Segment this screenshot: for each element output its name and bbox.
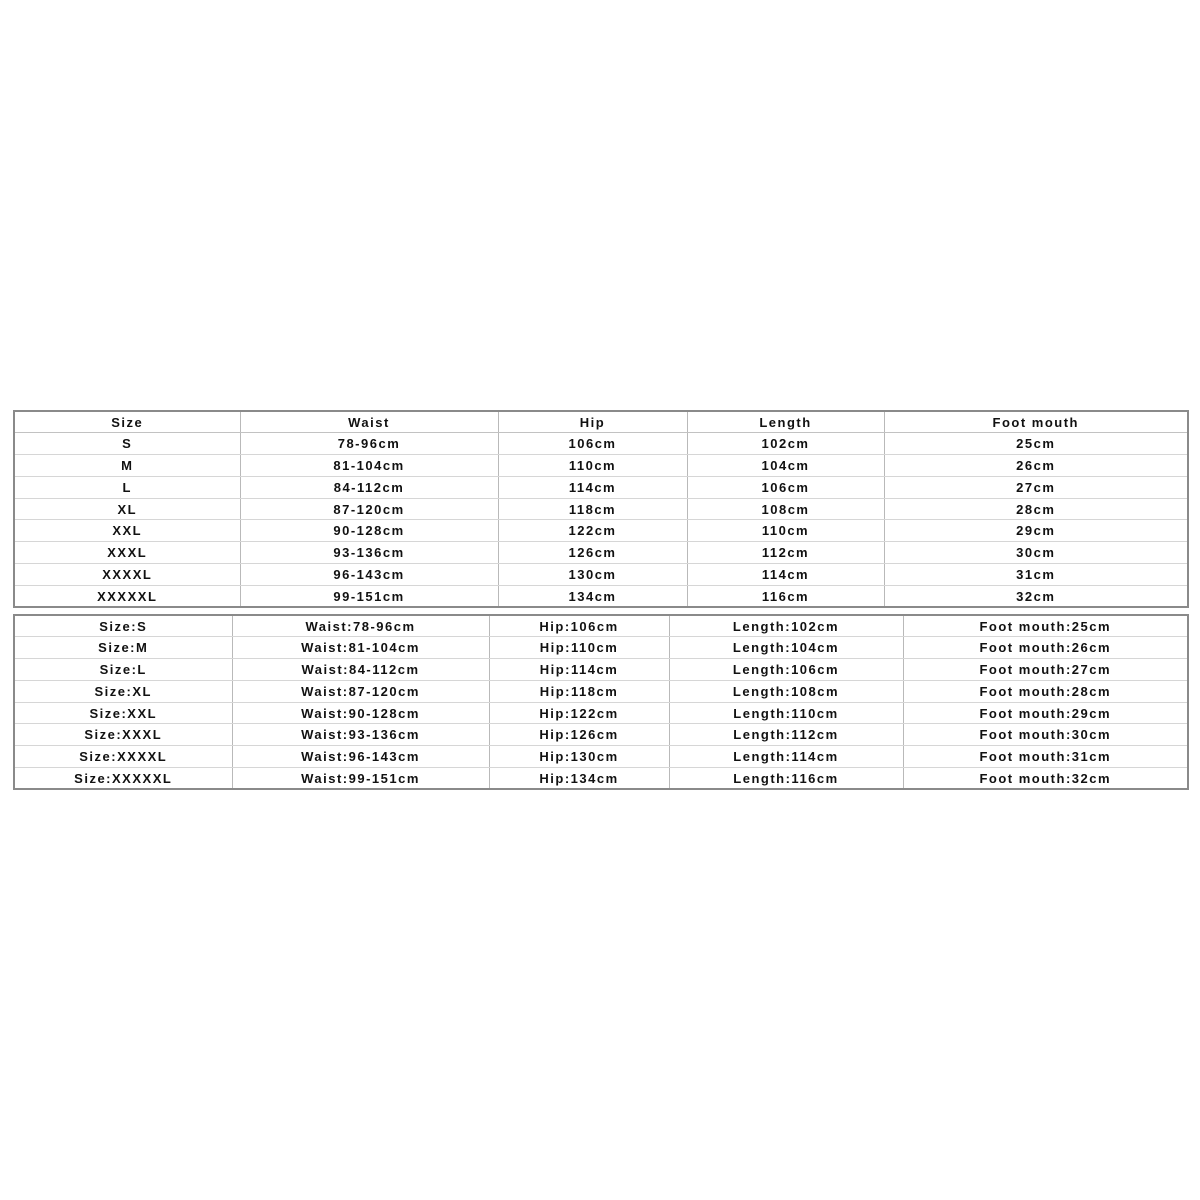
table-row <box>14 564 1188 586</box>
size-cell: Size:S <box>14 615 232 637</box>
length-cell: Length:102cm <box>669 615 903 637</box>
foot-mouth-cell: 31cm <box>884 564 1188 586</box>
size-cell: XL <box>14 498 240 520</box>
size-detail-table <box>13 614 1189 790</box>
hip-cell: 126cm <box>498 542 687 564</box>
table-header-row <box>14 411 1188 433</box>
waist-cell: 99-151cm <box>240 585 498 607</box>
length-cell: Length:104cm <box>669 637 903 659</box>
length-cell: 116cm <box>687 585 884 607</box>
waist-cell: Waist:78-96cm <box>232 615 489 637</box>
table-row <box>14 615 1188 637</box>
length-cell: 112cm <box>687 542 884 564</box>
waist-cell: Waist:87-120cm <box>232 680 489 702</box>
foot-mouth-cell: 29cm <box>884 520 1188 542</box>
foot-mouth-cell: Foot mouth:26cm <box>903 637 1188 659</box>
foot-mouth-cell: Foot mouth:32cm <box>979 770 1112 786</box>
foot-mouth-cell: 30cm <box>884 542 1188 564</box>
waist-cell: Waist:81-104cm <box>232 637 489 659</box>
waist-cell: 87-120cm <box>240 498 498 520</box>
header-size: Size <box>14 411 240 433</box>
size-cell: XXL <box>14 520 240 542</box>
hip-cell: Hip:110cm <box>489 637 669 659</box>
size-chart-table <box>13 410 1189 608</box>
foot-mouth-cell: Foot mouth:27cm <box>903 659 1188 681</box>
foot-mouth-cell: 26cm <box>884 455 1188 477</box>
size-cell: L <box>14 476 240 498</box>
header-length: Length <box>687 411 884 433</box>
waist-cell: Waist:96-143cm <box>232 746 489 768</box>
hip-cell: 134cm <box>498 585 687 607</box>
size-cell: Size:XXL <box>14 702 232 724</box>
table-row <box>14 680 1188 702</box>
hip-cell: Hip:106cm <box>489 615 669 637</box>
table-row <box>14 520 1188 542</box>
length-cell: Length:114cm <box>669 746 903 768</box>
length-cell: Length:112cm <box>669 724 903 746</box>
length-cell: 110cm <box>687 520 884 542</box>
hip-cell: 106cm <box>498 433 687 455</box>
length-cell: Length:106cm <box>669 659 903 681</box>
table-row <box>14 637 1188 659</box>
waist-cell: 96-143cm <box>240 564 498 586</box>
size-cell: Size:L <box>14 659 232 681</box>
table-row <box>14 702 1188 724</box>
hip-cell: Hip:126cm <box>489 724 669 746</box>
hip-cell: Hip:134cm <box>489 768 669 790</box>
size-cell: S <box>14 433 240 455</box>
length-cell: Length:110cm <box>669 702 903 724</box>
waist-cell: Waist:99-151cm <box>232 768 489 790</box>
table-row <box>14 433 1188 455</box>
size-cell: Size:XXXXXL <box>14 768 232 790</box>
waist-cell: Waist:84-112cm <box>232 659 489 681</box>
size-cell: Size:XXXXL <box>14 746 232 768</box>
length-cell: 114cm <box>687 564 884 586</box>
hip-cell: 110cm <box>498 455 687 477</box>
hip-cell: Hip:114cm <box>489 659 669 681</box>
size-cell: Size:XXXL <box>14 724 232 746</box>
table-row <box>14 498 1188 520</box>
length-cell: 102cm <box>687 433 884 455</box>
length-cell: 104cm <box>687 455 884 477</box>
waist-cell: 84-112cm <box>240 476 498 498</box>
hip-cell: Hip:130cm <box>489 746 669 768</box>
hip-cell: 118cm <box>498 498 687 520</box>
size-cell: XXXXXL <box>14 585 240 607</box>
table-row <box>14 542 1188 564</box>
size-cell: Size:M <box>14 637 232 659</box>
table-row <box>14 746 1188 768</box>
hip-cell: 114cm <box>498 476 687 498</box>
length-cell: Length:108cm <box>669 680 903 702</box>
size-cell: M <box>14 455 240 477</box>
header-hip: Hip <box>498 411 687 433</box>
hip-cell: Hip:122cm <box>489 702 669 724</box>
table-row <box>14 724 1188 746</box>
header-foot-mouth: Foot mouth <box>884 411 1188 433</box>
size-cell: XXXXL <box>14 564 240 586</box>
foot-mouth-cell: Foot mouth:29cm <box>903 702 1188 724</box>
size-cell: XXXL <box>14 542 240 564</box>
waist-cell: 78-96cm <box>240 433 498 455</box>
foot-mouth-cell: Foot mouth:28cm <box>903 680 1188 702</box>
foot-mouth-cell: 32cm <box>1016 588 1056 604</box>
hip-cell: 130cm <box>498 564 687 586</box>
foot-mouth-cell: Foot mouth:31cm <box>903 746 1188 768</box>
table-row <box>14 455 1188 477</box>
header-waist: Waist <box>240 411 498 433</box>
table-row <box>14 768 1188 790</box>
waist-cell: Waist:90-128cm <box>232 702 489 724</box>
table-row <box>14 659 1188 681</box>
hip-cell: Hip:118cm <box>489 680 669 702</box>
foot-mouth-cell: 25cm <box>884 433 1188 455</box>
waist-cell: 93-136cm <box>240 542 498 564</box>
waist-cell: 81-104cm <box>240 455 498 477</box>
length-cell: Length:116cm <box>669 768 903 790</box>
foot-mouth-cell: 27cm <box>884 476 1188 498</box>
length-cell: 108cm <box>687 498 884 520</box>
foot-mouth-cell: Foot mouth:25cm <box>903 615 1188 637</box>
size-cell: Size:XL <box>14 680 232 702</box>
hip-cell: 122cm <box>498 520 687 542</box>
waist-cell: 90-128cm <box>240 520 498 542</box>
length-cell: 106cm <box>687 476 884 498</box>
foot-mouth-cell: Foot mouth:30cm <box>903 724 1188 746</box>
table-row <box>14 585 1188 607</box>
table-row <box>14 476 1188 498</box>
foot-mouth-cell: 28cm <box>884 498 1188 520</box>
waist-cell: Waist:93-136cm <box>232 724 489 746</box>
